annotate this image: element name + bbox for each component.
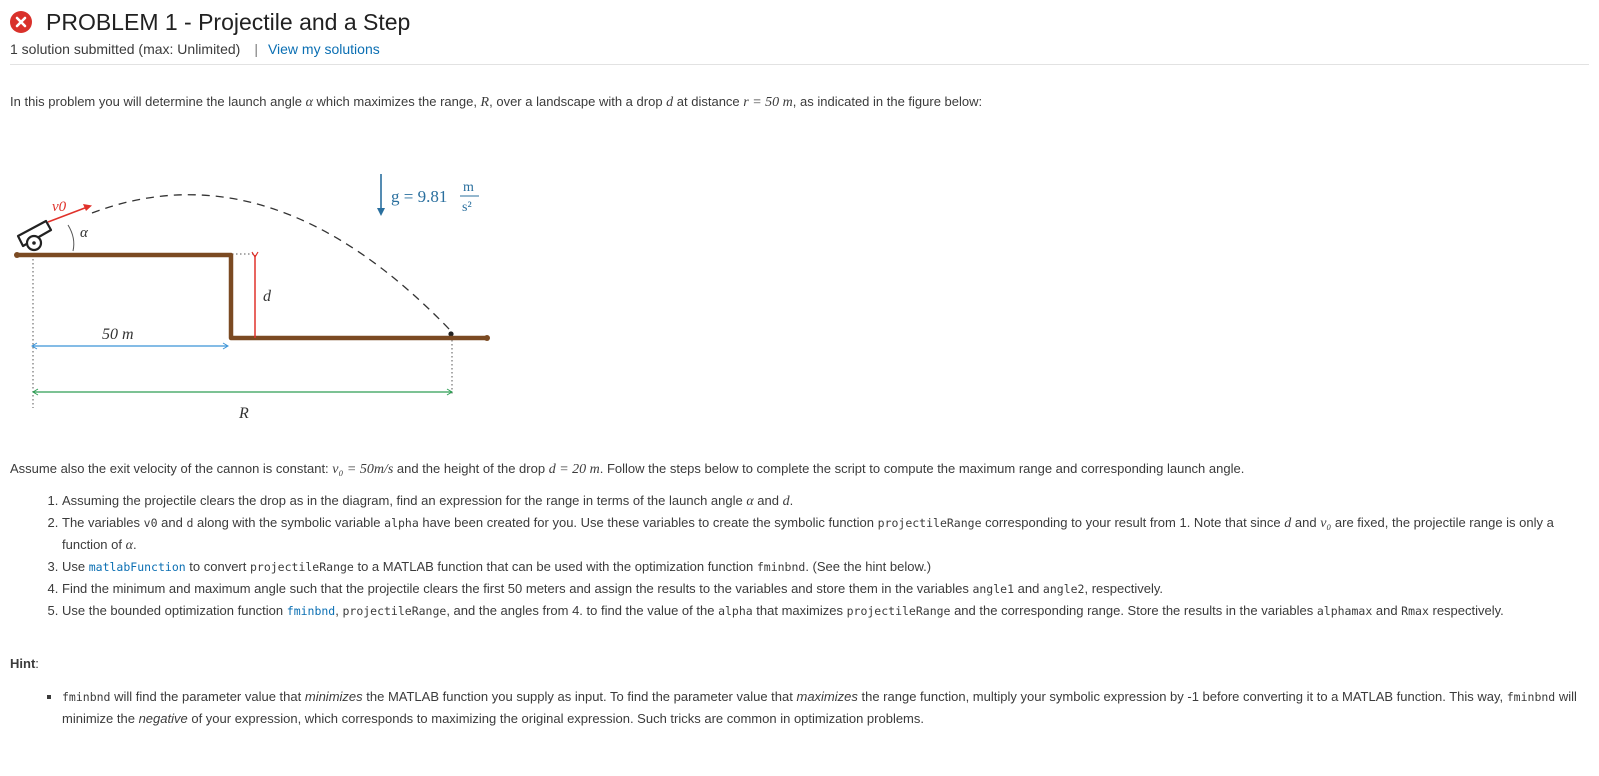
velocity-label: v0 bbox=[52, 199, 67, 215]
step-4: 4. Find the minimum and maximum angle such that the projectile clears the first 50 meters and assign the results to the variables and store them in the variables angle1 and angle2, respectively. bbox=[62, 578, 1582, 600]
gravity-unit-denominator: s² bbox=[462, 200, 472, 215]
cannon-icon bbox=[18, 221, 51, 250]
launch-angle-label: α bbox=[80, 225, 88, 241]
fminbnd-link[interactable]: fminbnd bbox=[286, 604, 336, 618]
step-5: 5. Use the bounded optimization function fminbnd, projectileRange, and the angles from 4. to find the value of the alpha that maximizes projectileRange and the corresponding range. Store the results in the variables alphamax and Rmax respectively. bbox=[62, 600, 1582, 622]
step-1: 1. Assuming the projectile clears the drop as in the diagram, find an expression for the range in terms of the launch angle α and d. bbox=[62, 490, 1582, 512]
incorrect-status-icon bbox=[10, 11, 32, 33]
ground-profile bbox=[17, 255, 487, 338]
separator: | bbox=[254, 41, 258, 57]
projectile-diagram bbox=[10, 150, 510, 430]
gravity-unit-numerator: m bbox=[463, 180, 474, 195]
assumption-paragraph: Assume also the exit velocity of the cannon is constant: v₀ = 50m/s and the height of the drop d = 20 m. Follow the steps below to complete the script to compute the maximum range and corresponding launch angle. bbox=[10, 461, 1245, 477]
launch-angle-arc bbox=[68, 225, 74, 251]
drop-height-label: d bbox=[263, 288, 271, 305]
view-solutions-link[interactable]: View my solutions bbox=[267, 41, 380, 57]
header-divider bbox=[10, 64, 1589, 65]
step-3: 3. Use matlabFunction to convert projectileRange to a MATLAB function that can be used with the optimization function fminbnd. (See the hint below.) bbox=[62, 556, 1582, 578]
distance-label: 50 m bbox=[102, 326, 134, 343]
hint-heading: Hint: bbox=[10, 656, 39, 671]
problem-title: PROBLEM 1 - Projectile and a Step bbox=[46, 8, 411, 35]
intro-paragraph: In this problem you will determine the launch angle α which maximizes the range, R, over a landscape with a drop d at distance r = 50 m, as indicated in the figure below: bbox=[10, 94, 983, 110]
range-label: R bbox=[239, 405, 249, 422]
hint-list bbox=[10, 686, 1582, 730]
trajectory-arc bbox=[92, 195, 450, 330]
problem-header bbox=[10, 6, 1589, 57]
matlabfunction-link[interactable]: matlabFunction bbox=[88, 560, 186, 574]
submission-status: 1 solution submitted (max: Unlimited) bbox=[10, 41, 241, 57]
steps-list bbox=[10, 490, 1582, 622]
gravity-label: g = 9.81 bbox=[391, 187, 448, 206]
hint-item: ▪ fminbnd will find the parameter value that minimizes the MATLAB function you supply as input. To find the parameter value that maximizes the range function, multiply your symbolic expression by -1 before converting it to a MATLAB function. This way, fminbnd will minimize the negative of your expression, which corresponds to maximizing the original expression. Such tricks are common in optimization problems. bbox=[62, 686, 1582, 730]
step-2: 2. The variables v0 and d along with the symbolic variable alpha have been created for you. Use these variables to create the symbolic function projectileRange corresponding to your result from 1. Note that since d and v₀ are fixed, the projectile range is only a function of α. bbox=[62, 512, 1582, 556]
